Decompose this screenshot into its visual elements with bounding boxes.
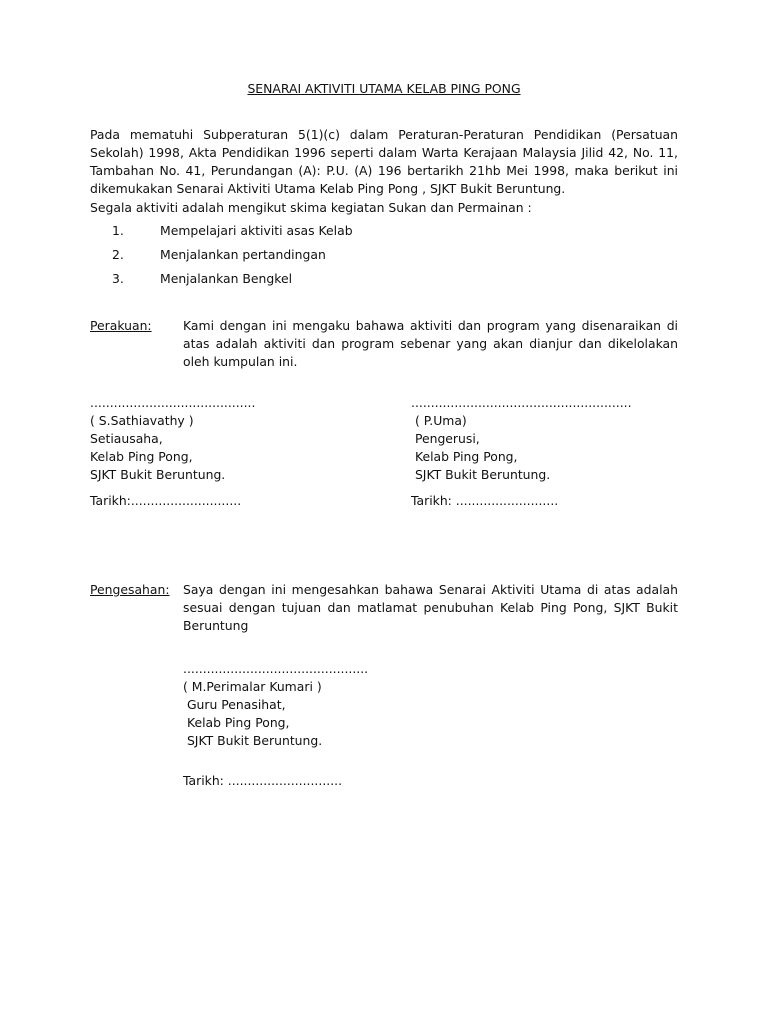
advisor-date-line: Tarikh: .............................	[183, 773, 343, 788]
list-item-number: 3.	[112, 271, 124, 286]
list-item	[112, 270, 612, 294]
list-item-text: Menjalankan Bengkel	[160, 271, 293, 286]
signatory-school: SJKT Bukit Beruntung.	[90, 467, 226, 482]
activity-list	[112, 222, 612, 294]
list-item	[112, 246, 612, 270]
list-item-text: Mempelajari aktiviti asas Kelab	[160, 223, 353, 238]
signatory-role: Guru Penasihat,	[183, 697, 286, 712]
pengesahan-text: Saya dengan ini mengesahkan bahawa Senarai Aktiviti Utama di atas adalah sesuai dengan tujuan dan matlamat penubuhan Kelab Ping Pong, SJKT Bukit Beruntung	[183, 582, 678, 633]
chairman-signature-block	[411, 394, 711, 484]
signatory-role: Pengerusi,	[411, 431, 480, 446]
signature-line: ...............................................	[183, 661, 369, 676]
signatory-school: SJKT Bukit Beruntung.	[183, 733, 323, 748]
signatory-name: ( P.Uma)	[411, 413, 467, 428]
secretary-signature-block	[90, 394, 390, 484]
signatory-club: Kelab Ping Pong,	[90, 449, 193, 464]
signatory-club: Kelab Ping Pong,	[183, 715, 290, 730]
list-item	[112, 222, 612, 246]
signatory-name: ( S.Sathiavathy )	[90, 413, 194, 428]
signatory-club: Kelab Ping Pong,	[411, 449, 518, 464]
list-item-number: 1.	[112, 223, 124, 238]
perakuan-text: Kami dengan ini mengaku bahawa aktiviti dan program yang disenaraikan di atas adalah aktiviti dan program sebenar yang akan dianjur dan dikelolakan oleh kumpulan ini.	[183, 318, 678, 369]
chairman-date-line: Tarikh: ..........................	[411, 493, 559, 508]
list-item-number: 2.	[112, 247, 124, 262]
signatory-name: ( M.Perimalar Kumari )	[183, 679, 322, 694]
secretary-date-line: Tarikh:............................	[90, 493, 242, 508]
signatory-school: SJKT Bukit Beruntung.	[411, 467, 551, 482]
perakuan-label: Perakuan:	[90, 318, 152, 333]
signatory-role: Setiausaha,	[90, 431, 163, 446]
activity-scheme-statement: Segala aktiviti adalah mengikut skima kegiatan Sukan dan Permainan :	[90, 200, 532, 215]
list-item-text: Menjalankan pertandingan	[160, 247, 326, 262]
signature-line: ..........................................	[90, 395, 256, 410]
advisor-signature-block	[183, 660, 483, 750]
intro-paragraph: Pada mematuhi Subperaturan 5(1)(c) dalam Peraturan-Peraturan Pendidikan (Persatuan Sekolah) 1998, Akta Pendidikan 1996 seperti dalam Warta Kerajaan Malaysia Jilid 42, No. 11, Tambahan No. 41, Perundangan (A): P.U. (A) 196 bertarikh 21hb Mei 1998, maka berikut ini dikemukakan Senarai Aktiviti Utama Kelab Ping Pong , SJKT Bukit Beruntung.	[90, 127, 678, 196]
pengesahan-label: Pengesahan:	[90, 582, 170, 597]
document-title: SENARAI AKTIVITI UTAMA KELAB PING PONG	[247, 81, 521, 96]
signature-line: ........................................................	[411, 395, 632, 410]
